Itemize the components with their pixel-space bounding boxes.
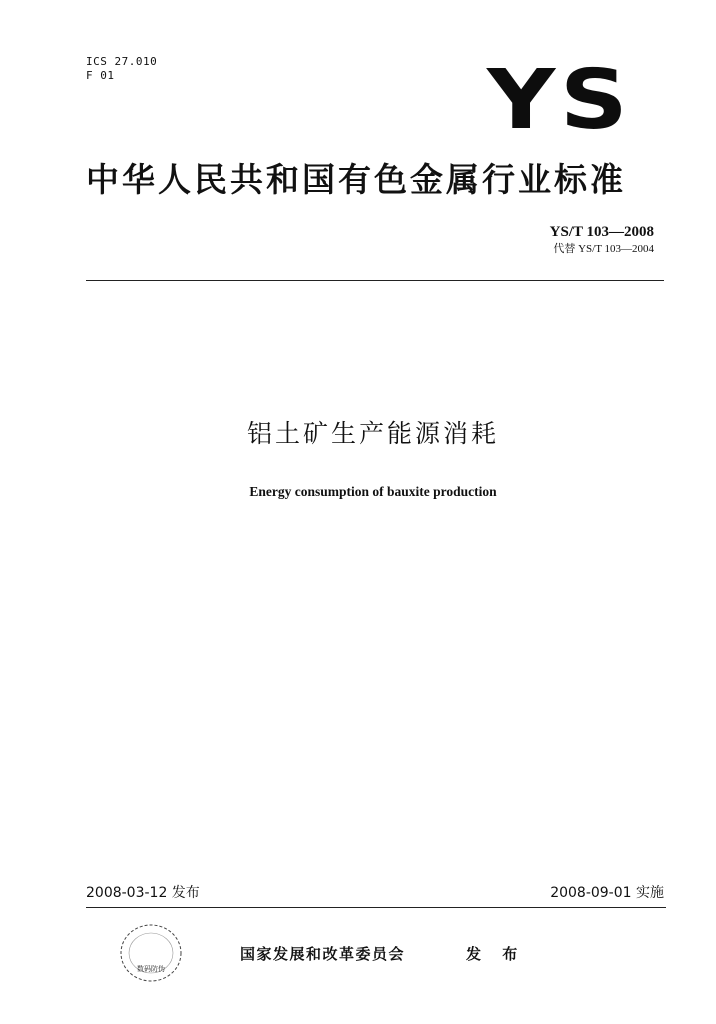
ys-logo: YS bbox=[487, 53, 633, 148]
standard-number: YS/T 103—2008 bbox=[549, 224, 654, 240]
ics-code: ICS 27.010 bbox=[86, 55, 158, 68]
top-divider bbox=[86, 280, 664, 281]
implement-date: 2008-09-01 实施 bbox=[550, 885, 664, 901]
issue-label: 发 布 bbox=[466, 945, 526, 963]
standard-title: 中华人民共和国有色金属行业标准 bbox=[86, 160, 626, 199]
classification-codes bbox=[86, 55, 157, 83]
publish-date: 2008-03-12 发布 bbox=[86, 885, 200, 901]
issuing-authority: 国家发展和改革委员会 bbox=[240, 945, 406, 963]
replaces-standard: 代替 YS/T 103—2004 bbox=[553, 243, 654, 255]
document-title-cn: 铝土矿生产能源消耗 bbox=[246, 419, 499, 448]
bottom-divider bbox=[86, 907, 666, 908]
anti-counterfeit-seal-icon bbox=[118, 922, 184, 984]
category-code: F 01 bbox=[86, 69, 115, 82]
document-title-en: Energy consumption of bauxite production bbox=[249, 484, 497, 499]
svg-text:数码防伪: 数码防伪 bbox=[137, 965, 165, 973]
